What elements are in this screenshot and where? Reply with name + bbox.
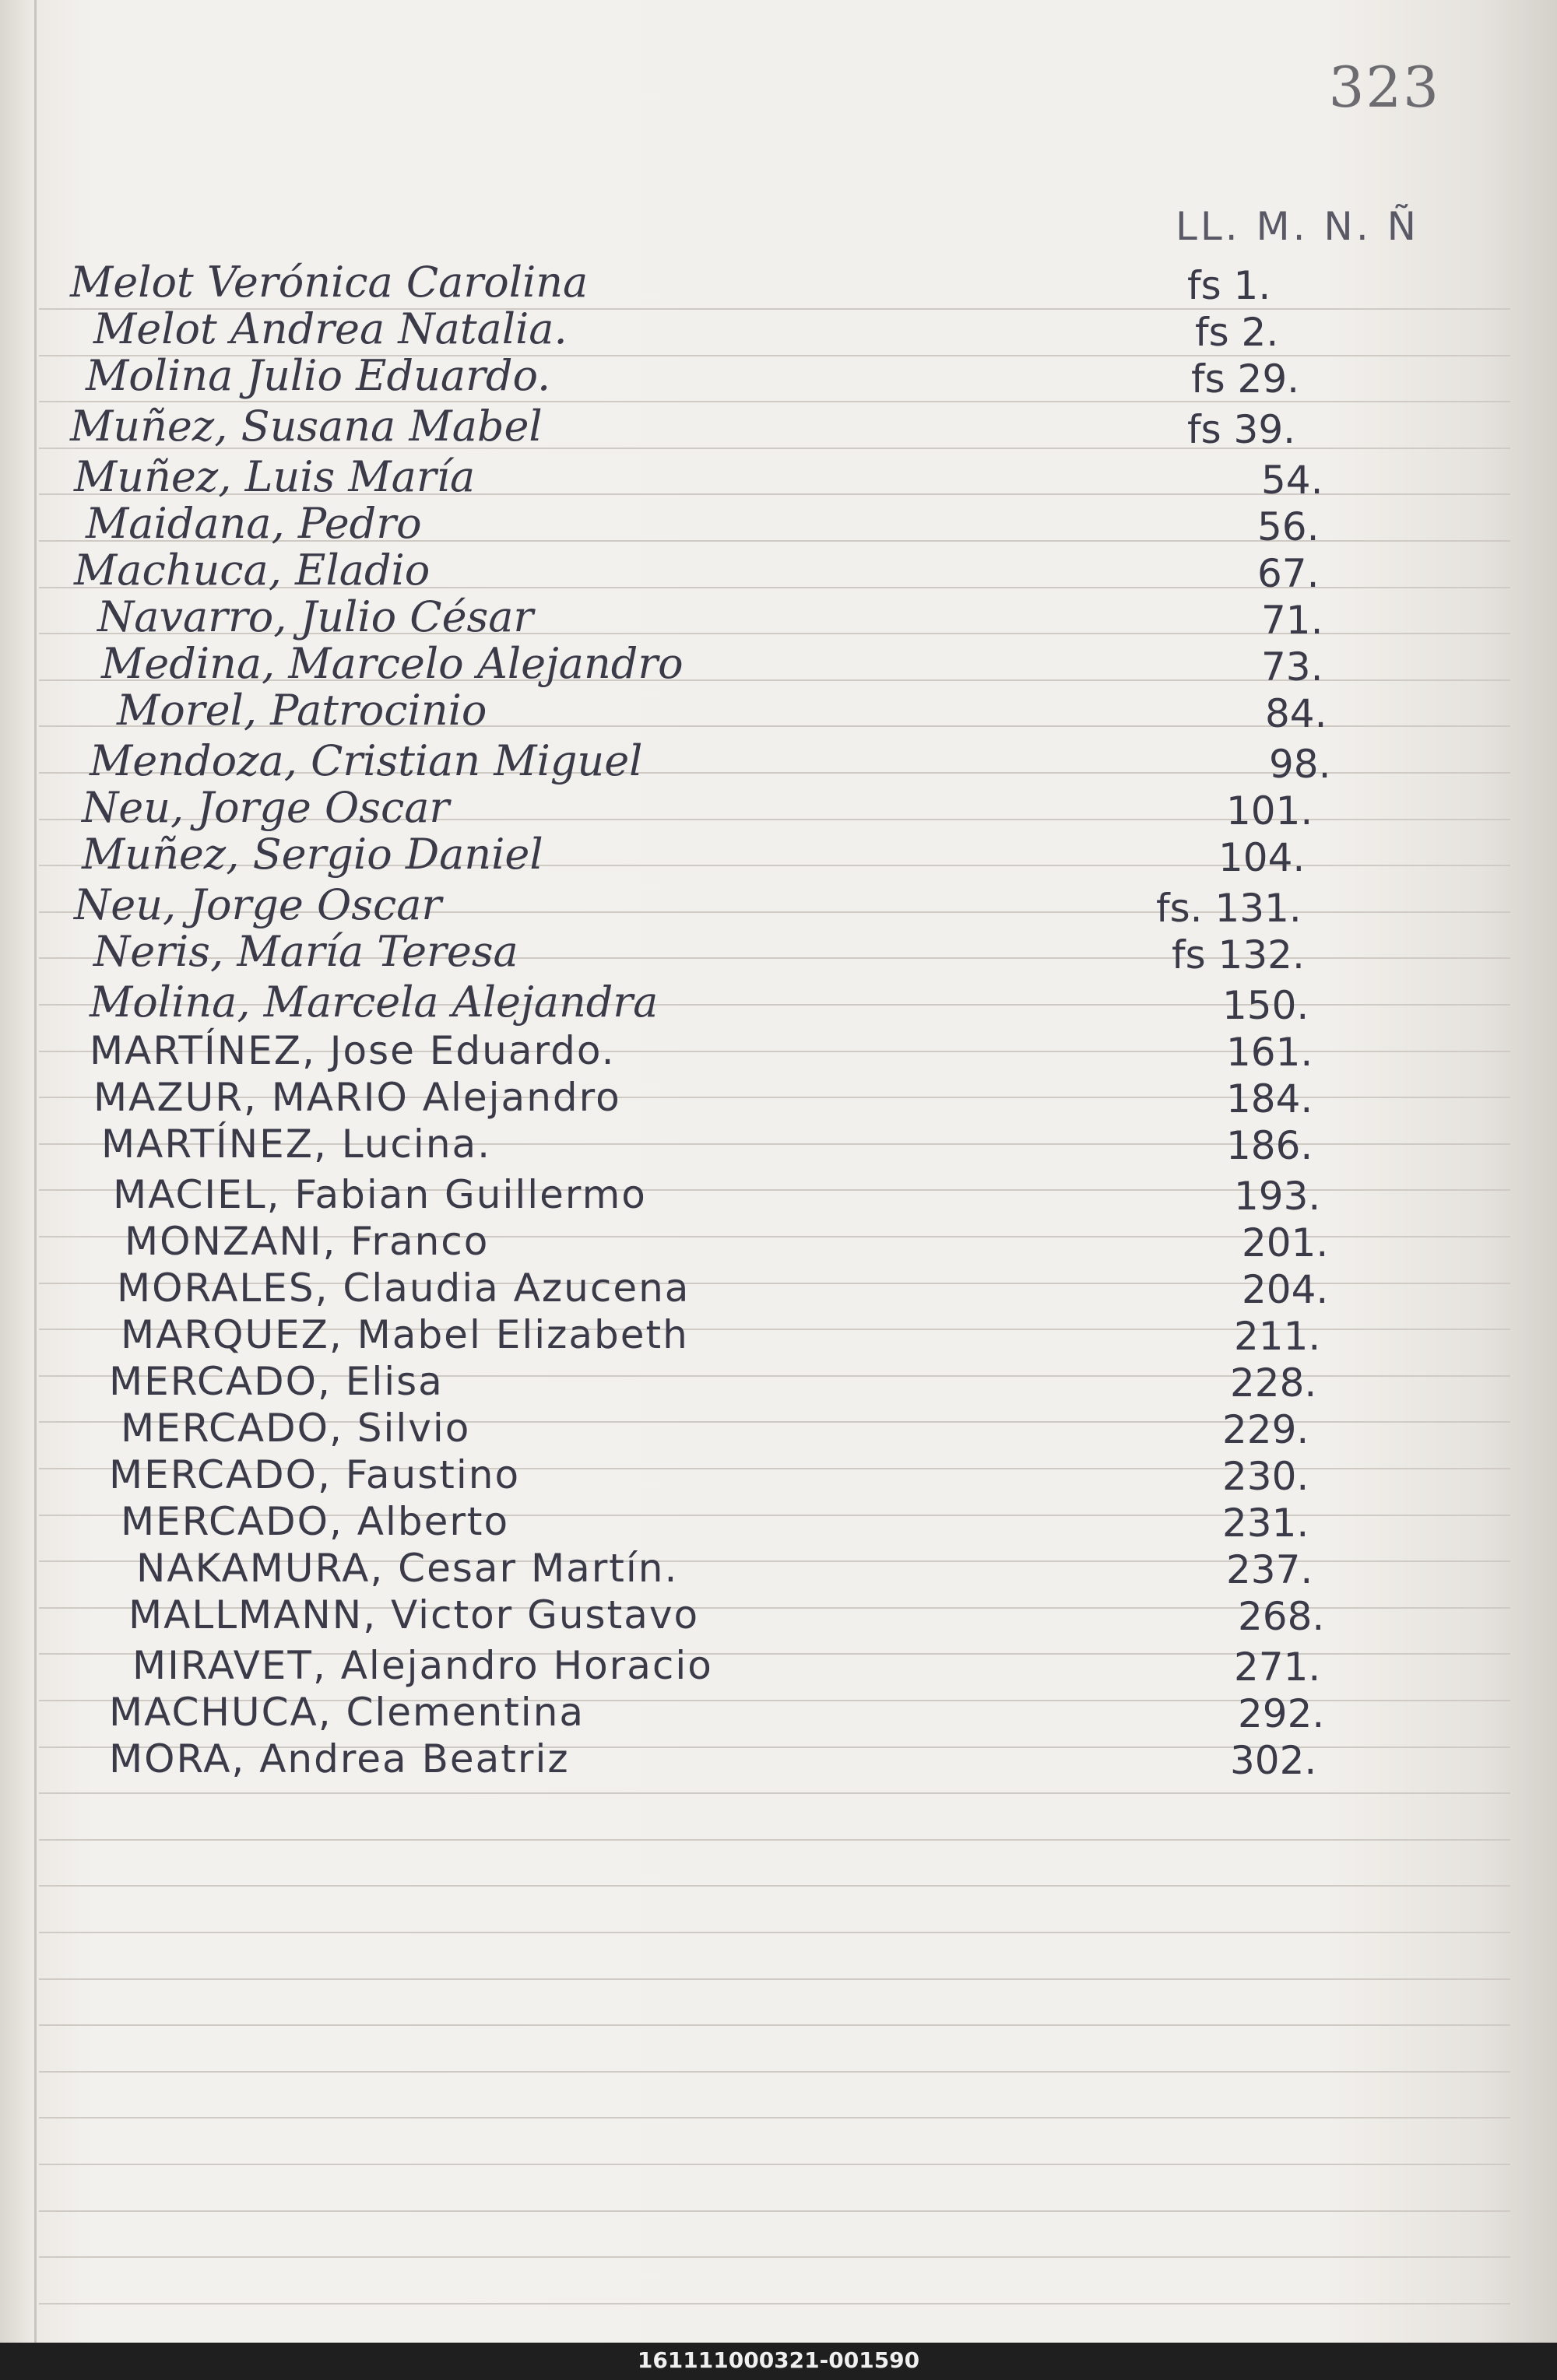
list-item [0,452,1557,504]
entry-folio: 228. [1230,1360,1317,1406]
entry-folio: 268. [1238,1594,1325,1639]
entry-folio: 56. [1257,504,1320,549]
ruled-line [39,2164,1510,2165]
list-item [0,736,1557,788]
ruled-line [39,1792,1510,1794]
entry-folio: 184. [1226,1076,1313,1122]
footer-bar [0,2343,1557,2380]
entry-name: Navarro, Julio César [97,592,534,641]
entry-name: MORA, Andrea Beatriz [109,1736,570,1781]
entry-name: MERCADO, Alberto [121,1499,510,1544]
entry-name: NAKAMURA, Cesar Martín. [136,1546,679,1591]
ruled-line [39,1839,1510,1841]
entry-name: MIRAVET, Alejandro Horacio [132,1643,713,1688]
list-item [0,783,1557,835]
ruled-line [39,1978,1510,1980]
entry-folio: 231. [1222,1501,1309,1546]
list-item [0,1265,1557,1314]
list-item [0,1122,1557,1170]
entry-name: Melot Verónica Carolina [70,258,589,307]
entry-folio: 193. [1234,1174,1321,1219]
entry-name: MERCADO, Elisa [109,1359,444,1404]
list-item [0,499,1557,551]
entry-folio: 211. [1234,1314,1321,1359]
list-item [0,1312,1557,1360]
list-item [0,927,1557,979]
entry-folio: fs 39. [1187,407,1296,452]
document-id: 161111000321-001590 [637,2347,920,2373]
entry-folio: fs 29. [1191,356,1300,402]
entry-folio: 150. [1222,983,1309,1028]
list-item [0,1499,1557,1547]
ruled-line [39,2210,1510,2212]
entry-folio: 204. [1242,1267,1329,1312]
entry-folio: 186. [1226,1123,1313,1168]
entry-name: Maidana, Pedro [86,499,422,548]
list-item [0,592,1557,644]
list-item [0,1359,1557,1407]
entry-folio: 230. [1222,1454,1309,1499]
entry-name: MACHUCA, Clementina [109,1690,585,1735]
entry-name: Molina, Marcela Alejandra [90,978,659,1027]
list-item [0,1592,1557,1641]
entry-folio: fs 2. [1195,310,1279,355]
column-header: LL. M. N. Ñ [1176,204,1420,249]
list-item [0,1219,1557,1267]
entry-folio: 229. [1222,1407,1309,1452]
ruled-line [39,2071,1510,2073]
entry-folio: 201. [1242,1220,1329,1265]
entry-folio: 71. [1261,598,1323,643]
entry-name: Neris, María Teresa [93,927,518,976]
entry-folio: 67. [1257,551,1320,596]
entry-name: Mendoza, Cristian Miguel [90,736,643,785]
ruled-line [39,2256,1510,2258]
entry-folio: 101. [1226,788,1313,834]
list-item [0,1452,1557,1501]
entry-folio: 98. [1269,742,1331,787]
entry-name: MORALES, Claudia Azucena [117,1265,691,1311]
list-item [0,304,1557,356]
entry-folio: 84. [1265,691,1327,736]
ruled-line [39,2117,1510,2118]
entry-name: MALLMANN, Victor Gustavo [128,1592,700,1638]
list-item [0,830,1557,882]
entry-name: MERCADO, Silvio [121,1406,471,1451]
list-item [0,1028,1557,1076]
list-item [0,1172,1557,1220]
entry-folio: fs. 131. [1156,886,1302,931]
entry-name: MAZUR, MARIO Alejandro [93,1075,621,1120]
list-item [0,258,1557,310]
entry-folio: 302. [1230,1738,1317,1783]
list-item [0,1690,1557,1738]
ruled-line [39,2303,1510,2305]
list-item [0,402,1557,454]
entry-name: Neu, Jorge Oscar [82,783,450,832]
ruled-line [39,1885,1510,1887]
ruled-line [39,2024,1510,2026]
entry-name: Melot Andrea Natalia. [93,304,568,353]
list-item [0,1736,1557,1785]
entry-name: MARTÍNEZ, Jose Eduardo. [90,1028,616,1073]
list-item [0,1075,1557,1123]
list-item [0,686,1557,738]
entry-folio: 54. [1261,458,1323,503]
entry-folio: 161. [1226,1030,1313,1075]
entry-name: MACIEL, Fabian Guillermo [113,1172,647,1217]
list-item [0,351,1557,403]
list-item [0,546,1557,598]
list-item [0,1406,1557,1454]
entry-folio: 104. [1218,835,1306,880]
entry-name: Machuca, Eladio [74,546,431,595]
entry-name: Medina, Marcelo Alejandro [101,639,684,688]
list-item [0,978,1557,1030]
entry-name: Morel, Patrocinio [117,686,487,735]
entry-name: MARQUEZ, Mabel Elizabeth [121,1312,689,1357]
entry-name: MERCADO, Faustino [109,1452,521,1497]
list-item [0,639,1557,691]
ruled-line [39,1932,1510,1933]
entry-name: Muñez, Susana Mabel [70,402,543,451]
entry-folio: 237. [1226,1547,1313,1592]
entry-name: Molina Julio Eduardo. [86,351,551,400]
entry-name: Muñez, Sergio Daniel [82,830,543,879]
entry-name: Muñez, Luis María [74,452,476,501]
entry-folio: fs 132. [1172,932,1305,978]
entry-name: Neu, Jorge Oscar [74,880,442,929]
page-number: 323 [1328,54,1440,120]
list-item [0,1546,1557,1594]
entry-folio: 271. [1234,1645,1321,1690]
list-item [0,880,1557,932]
entry-name: MARTÍNEZ, Lucina. [101,1122,492,1167]
entry-folio: 292. [1238,1691,1325,1736]
list-item [0,1643,1557,1691]
entry-folio: fs 1. [1187,263,1271,308]
entry-folio: 73. [1261,644,1323,690]
entry-name: MONZANI, Franco [125,1219,490,1264]
